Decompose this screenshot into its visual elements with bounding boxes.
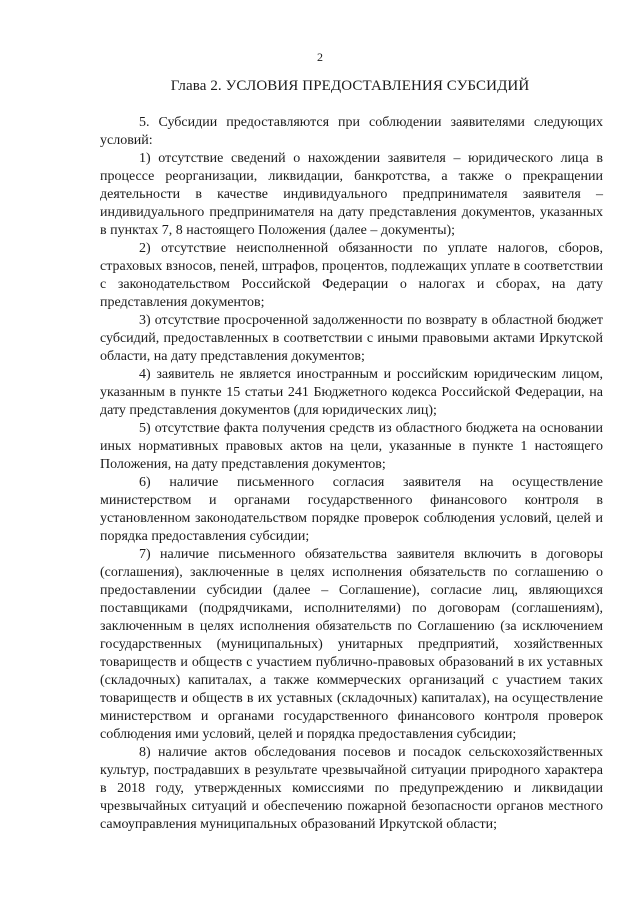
condition-item-7: 7) наличие письменного обязательства заявителя включить в договоры (соглашения), заключенные в целях исполнения обязательств по соглашению о предоставлении субсидии (далее – Соглашение), согласие лиц, являющихся поставщиками (подрядчиками, исполнителями) по договорам (соглашениям), заключенным в целях исполнения обязательств по Соглашению (за исключением государственных (муниципальных) унитарных предприятий, хозяйственных товариществ и обществ с участием публично-правовых образований в их уставных (складочных) капиталах, а также коммерческих организаций с участием таких товариществ и обществ в их уставных (складочных) капиталах), на осуществление министерством и органами государственного финансового контроля проверок соблюдения ими условий, целей и порядка предоставления субсидии; [100,547,603,742]
condition-item-6: 6) наличие письменного согласия заявителя на осуществление министерством и органами государственного финансового контроля в установленном законодательством порядке проверок соблюдения условий, целей и порядка предоставления субсидии; [100,475,603,544]
condition-item-1: 1) отсутствие сведений о нахождении заявителя – юридического лица в процессе реорганизации, ликвидации, банкротства, а также о прекращении деятельности в качестве индивидуального предпринимателя заявителя – индивидуального предпринимателя на дату представления документов, указанных в пунктах 7, 8 настоящего Положения (далее – документы); [100,151,603,238]
paragraph-conditions-intro: 5. Субсидии предоставляются при соблюдении заявителями следующих условий: [100,115,603,148]
condition-item-3: 3) отсутствие просроченной задолженности по возврату в областной бюджет субсидий, предоставленных в соответствии с иными правовыми актами Иркутской области, на дату представления документов; [100,313,603,364]
condition-item-5: 5) отсутствие факта получения средств из областного бюджета на основании иных нормативных правовых актов на цели, указанные в пункте 1 настоящего Положения, на дату представления документов; [100,421,603,472]
condition-item-8: 8) наличие актов обследования посевов и посадок сельскохозяйственных культур, пострадавших в результате чрезвычайной ситуации природного характера в 2018 году, утвержденных комиссиями по предупреждению и ликвидации чрезвычайных ситуаций и обеспечению пожарной безопасности органов местного самоуправления муниципальных образований Иркутской области; [100,745,603,832]
condition-item-4: 4) заявитель не является иностранным и российским юридическим лицом, указанным в пункте 15 статьи 241 Бюджетного кодекса Российской Федерации, на дату представления документов (для юридических лиц); [100,367,603,418]
chapter-title: Глава 2. УСЛОВИЯ ПРЕДОСТАВЛЕНИЯ СУБСИДИЙ [170,78,530,94]
condition-item-2: 2) отсутствие неисполненной обязанности по уплате налогов, сборов, страховых взносов, пеней, штрафов, процентов, подлежащих уплате в соответствии с законодательством Российской Федерации о налогах и сборах, на дату представления документов; [100,241,603,310]
document-body [100,114,603,834]
page-number: 2 [317,50,323,64]
